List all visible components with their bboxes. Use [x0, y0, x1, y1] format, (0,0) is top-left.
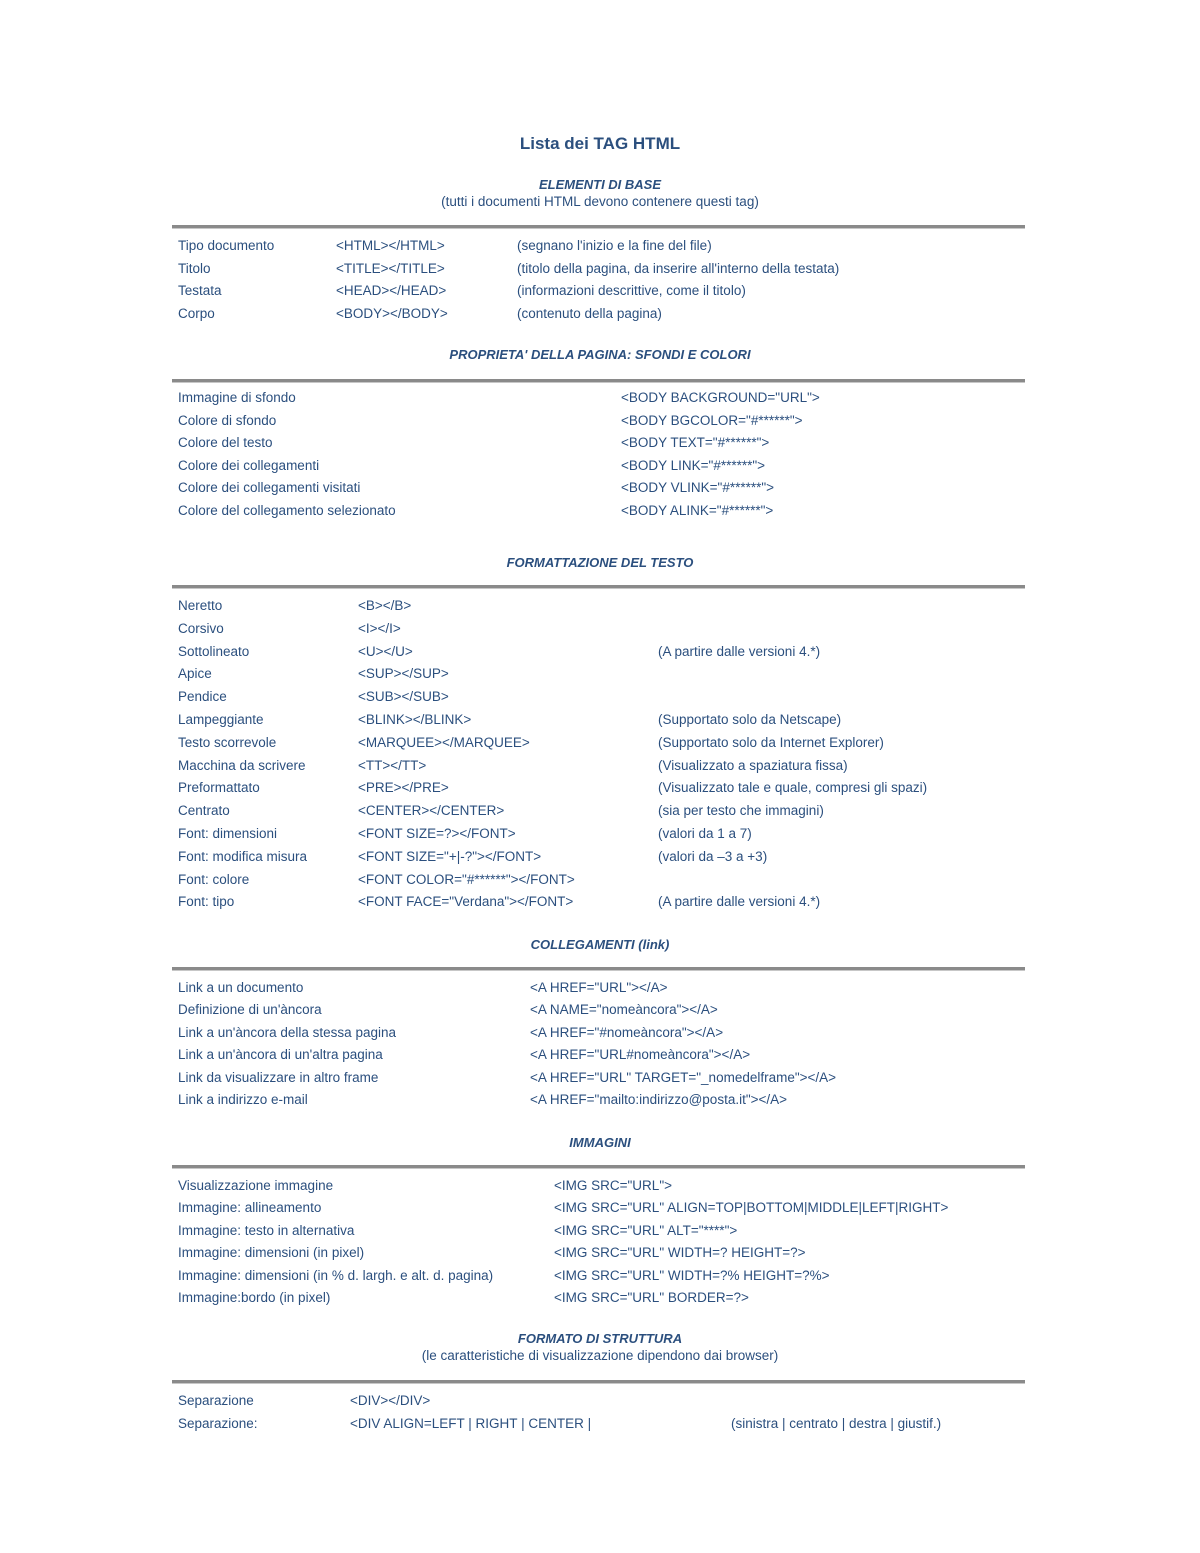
row-note: (segnano l'inizio e la fine del file) [517, 238, 712, 253]
row-tag: <BODY VLINK="#******"> [621, 480, 775, 496]
table-row [0, 978, 1200, 998]
row-note: (contenuto della pagina) [517, 305, 662, 321]
row-label: Corsivo [178, 620, 224, 636]
row-tag: <CENTER></CENTER> [358, 803, 505, 819]
section-subtitle: (tutti i documenti HTML devono contenere questi tag) [441, 194, 759, 209]
row-label: Centrato [178, 803, 230, 819]
row-tag: <A HREF="URL" TARGET="_nomedelframe"></A> [530, 1069, 837, 1085]
table-row [0, 478, 1200, 498]
row-label: Corpo [178, 305, 215, 321]
table-row [0, 1288, 1200, 1308]
table-row [0, 710, 1200, 730]
row-label: Sottolineato [178, 643, 250, 659]
row-label: Preformattato [178, 780, 260, 796]
row-label: Testo scorrevole [178, 734, 277, 750]
row-note: (valori da –3 a +3) [658, 848, 768, 864]
table-row [0, 501, 1200, 521]
section-divider [172, 1380, 1025, 1384]
row-label: Neretto [178, 598, 223, 613]
row-tag: <BODY LINK="#******"> [621, 457, 766, 473]
row-label: Immagine: testo in alternativa [178, 1222, 355, 1238]
row-tag: <BODY BACKGROUND="URL"> [621, 390, 820, 405]
table-row [0, 1090, 1200, 1110]
row-note: (titolo della pagina, da inserire all'interno della testata) [517, 260, 840, 276]
row-tag: <HEAD></HEAD> [336, 283, 447, 299]
row-tag: <IMG SRC="URL"> [554, 1178, 672, 1193]
row-tag: <BODY BGCOLOR="#******"> [621, 412, 803, 428]
row-tag: <I></I> [358, 620, 401, 636]
table-row [0, 304, 1200, 324]
table-row [0, 664, 1200, 684]
section-title: ELEMENTI DI BASE [538, 177, 662, 192]
table-row [0, 236, 1200, 256]
row-tag: <HTML></HTML> [336, 238, 445, 253]
row-tag: <SUP></SUP> [358, 666, 449, 682]
row-tag: <A HREF="mailto:indirizzo@posta.it"></A> [530, 1092, 788, 1107]
row-label: Immagine: dimensioni (in % d. largh. e alt. d. pagina) [178, 1267, 494, 1283]
section-title: COLLEGAMENTI (link) [530, 937, 670, 952]
row-tag: <A HREF="URL#nomeàncora"></A> [530, 1047, 751, 1063]
table-row [0, 1266, 1200, 1286]
row-tag: <A HREF="URL"></A> [530, 980, 668, 995]
table-row [0, 870, 1200, 890]
section-title: PROPRIETA' DELLA PAGINA: SFONDI E COLORI [449, 347, 751, 362]
document-title: Lista dei TAG HTML [519, 134, 681, 153]
section-title: FORMATTAZIONE DEL TESTO [506, 555, 694, 570]
row-label: Colore del testo [178, 435, 273, 451]
table-row [0, 756, 1200, 776]
row-label: Immagine: allineamento [178, 1200, 322, 1216]
row-label: Font: colore [178, 871, 250, 887]
row-note: (sinistra | centrato | destra | giustif.) [731, 1415, 942, 1431]
table-row [0, 824, 1200, 844]
row-tag: <MARQUEE></MARQUEE> [358, 734, 530, 750]
table-row [0, 596, 1200, 616]
row-label: Titolo [178, 260, 211, 276]
row-note: (A partire dalle versioni 4.*) [658, 894, 821, 910]
section-subtitle: (le caratteristiche di visualizzazione dipendono dai browser) [421, 1348, 779, 1363]
row-label: Link da visualizzare in altro frame [178, 1069, 379, 1085]
section-title: FORMATO DI STRUTTURA [517, 1331, 683, 1346]
row-label: Link a indirizzo e-mail [178, 1092, 308, 1107]
row-label: Link a un'àncora della stessa pagina [178, 1024, 396, 1040]
row-note: (Visualizzato a spaziatura fissa) [658, 757, 848, 773]
table-row [0, 733, 1200, 753]
row-tag: <DIV></DIV> [350, 1393, 431, 1408]
table-row [0, 456, 1200, 476]
row-label: Font: dimensioni [178, 826, 278, 841]
section-divider [172, 1165, 1025, 1169]
row-tag: <BODY TEXT="#******"> [621, 435, 770, 451]
table-row [0, 619, 1200, 639]
table-row [0, 411, 1200, 431]
table-row [0, 281, 1200, 301]
row-tag: <U></U> [358, 643, 413, 659]
row-note: (A partire dalle versioni 4.*) [658, 643, 821, 659]
table-row [0, 259, 1200, 279]
table-row [0, 1414, 1200, 1434]
row-tag: <SUB></SUB> [358, 689, 449, 705]
section-title: IMMAGINI [569, 1135, 631, 1150]
row-tag: <TITLE></TITLE> [336, 260, 445, 276]
row-label: Colore di sfondo [178, 412, 277, 428]
table-row [0, 892, 1200, 912]
row-label: Immagine:bordo (in pixel) [178, 1290, 331, 1305]
row-tag: <IMG SRC="URL" ALT="****"> [554, 1222, 738, 1238]
row-tag: <IMG SRC="URL" WIDTH=?% HEIGHT=?%> [554, 1267, 830, 1283]
row-label: Definizione di un'àncora [178, 1002, 322, 1018]
row-label: Separazione [178, 1393, 254, 1408]
section-divider [172, 967, 1025, 971]
table-row [0, 847, 1200, 867]
row-label: Tipo documento [178, 238, 275, 253]
table-row [0, 687, 1200, 707]
row-tag: <FONT SIZE=?></FONT> [358, 826, 516, 841]
table-row [0, 433, 1200, 453]
table-row [0, 1023, 1200, 1043]
row-tag: <PRE></PRE> [358, 780, 449, 796]
row-tag: <B></B> [358, 598, 412, 613]
table-row [0, 1045, 1200, 1065]
section-divider [172, 379, 1025, 383]
table-row [0, 1198, 1200, 1218]
row-tag: <IMG SRC="URL" BORDER=?> [554, 1290, 749, 1305]
row-tag: <IMG SRC="URL" ALIGN=TOP|BOTTOM|MIDDLE|LEFT|RIGHT> [554, 1200, 949, 1216]
table-row [0, 1391, 1200, 1411]
row-note: (Supportato solo da Internet Explorer) [658, 734, 884, 750]
row-tag: <BLINK></BLINK> [358, 712, 472, 727]
row-tag: <FONT FACE="Verdana"></FONT> [358, 894, 574, 910]
table-row [0, 778, 1200, 798]
table-row [0, 388, 1200, 408]
row-label: Lampeggiante [178, 712, 264, 727]
row-label: Font: tipo [178, 894, 235, 910]
row-tag: <A HREF="#nomeàncora"></A> [530, 1024, 724, 1040]
row-label: Colore dei collegamenti visitati [178, 480, 361, 496]
table-row [0, 801, 1200, 821]
row-tag: <TT></TT> [358, 757, 427, 773]
row-label: Macchina da scrivere [178, 757, 306, 773]
row-note: (sia per testo che immagini) [658, 803, 824, 819]
row-label: Colore dei collegamenti [178, 457, 320, 473]
row-tag: <FONT SIZE="+|-?"></FONT> [358, 848, 542, 864]
row-label: Link a un documento [178, 980, 304, 995]
row-tag: <BODY ALINK="#******"> [621, 503, 774, 518]
table-row [0, 1000, 1200, 1020]
table-row [0, 1176, 1200, 1196]
row-tag: <A NAME="nomeàncora"></A> [530, 1002, 718, 1018]
row-label: Pendice [178, 689, 227, 705]
table-row [0, 1243, 1200, 1263]
row-note: (Visualizzato tale e quale, compresi gli spazi) [658, 780, 928, 796]
row-label: Font: modifica misura [178, 848, 308, 864]
row-label: Colore del collegamento selezionato [178, 503, 396, 518]
row-label: Link a un'àncora di un'altra pagina [178, 1047, 383, 1063]
row-label: Immagine: dimensioni (in pixel) [178, 1245, 365, 1261]
row-label: Testata [178, 283, 222, 299]
section-divider [172, 585, 1025, 589]
row-tag: <IMG SRC="URL" WIDTH=? HEIGHT=?> [554, 1245, 806, 1261]
row-note: (informazioni descrittive, come il titolo) [517, 283, 746, 299]
row-tag: <BODY></BODY> [336, 305, 448, 321]
row-note: (Supportato solo da Netscape) [658, 712, 842, 727]
row-label: Separazione: [178, 1415, 258, 1431]
row-tag: <FONT COLOR="#******"></FONT> [358, 871, 575, 887]
row-label: Apice [178, 666, 212, 682]
row-tag: <DIV ALIGN=LEFT | RIGHT | CENTER | [350, 1415, 592, 1431]
row-label: Immagine di sfondo [178, 390, 296, 405]
table-row [0, 1221, 1200, 1241]
row-label: Visualizzazione immagine [178, 1178, 334, 1193]
row-note: (valori da 1 a 7) [658, 826, 752, 841]
table-row [0, 642, 1200, 662]
table-row [0, 1068, 1200, 1088]
section-divider [172, 225, 1025, 229]
